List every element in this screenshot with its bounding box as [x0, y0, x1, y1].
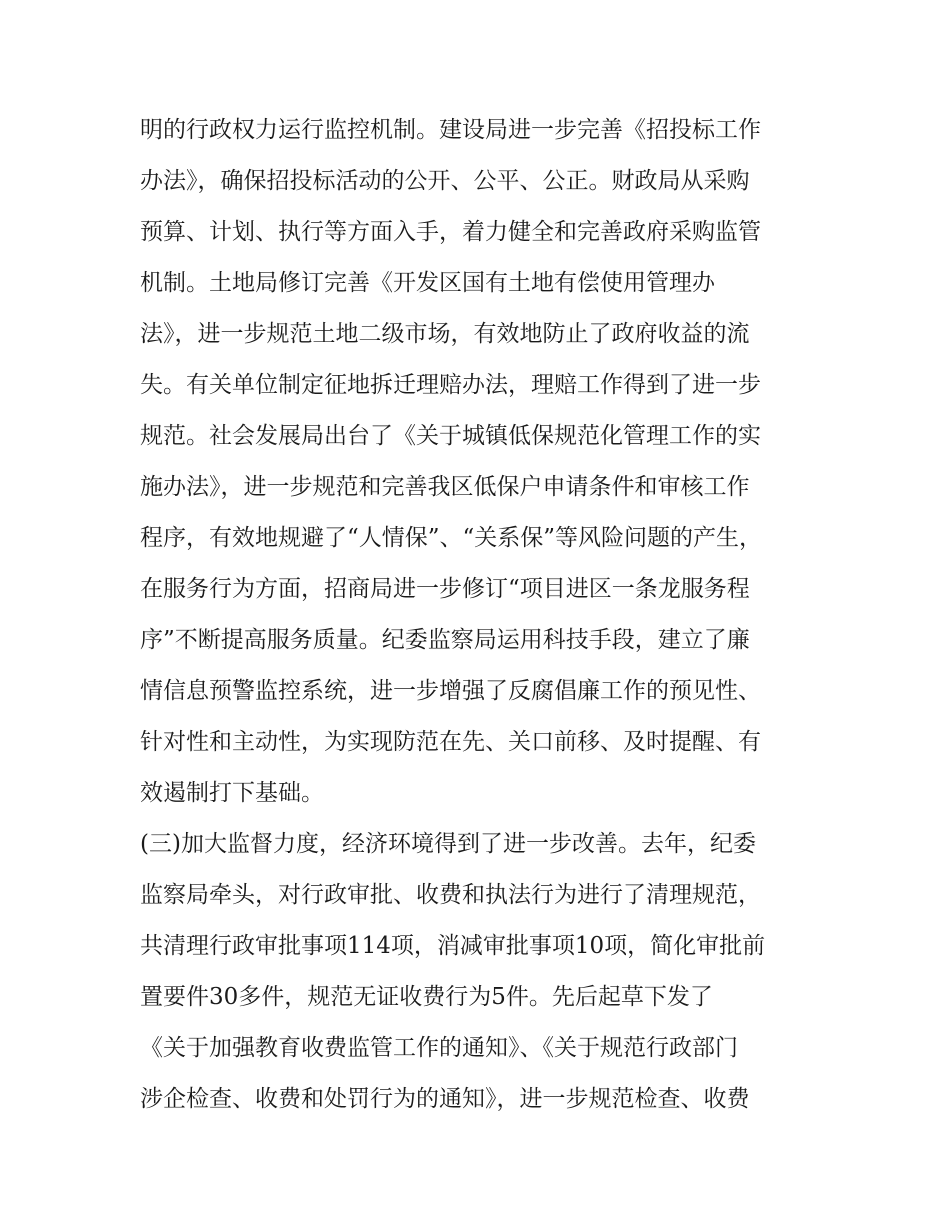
text-line: 《关于加强教育收费监管工作的通知》、《关于规范行政部门	[140, 1035, 738, 1061]
text-line: 失。有关单位制定征地拆迁理赔办法，理赔工作得到了进一步	[140, 372, 761, 398]
section-heading-line: (三)加大监督力度，经济环境得到了进一步改善。去年，纪委	[140, 831, 756, 857]
text-line: 办法》，确保招投标活动的公开、公平、公正。财政局从采购	[140, 168, 750, 194]
text-line: 涉企检查、收费和处罚行为的通知》，进一步规范检查、收费	[140, 1086, 750, 1112]
text-line: 情信息预警监控系统，进一步增强了反腐倡廉工作的预见性、	[140, 678, 761, 704]
text-line: 在服务行为方面，招商局进一步修订“项目进区一条龙服务程	[140, 576, 750, 602]
text-line: 效遏制打下基础。	[140, 780, 324, 806]
text-line: 序”不断提高服务质量。纪委监察局运用科技手段，建立了廉	[140, 627, 750, 653]
text-line: 程序，有效地规避了“人情保”、“关系保”等风险问题的产生，	[140, 525, 763, 551]
text-line: 针对性和主动性，为实现防范在先、关口前移、及时提醒、有	[140, 729, 761, 755]
text-line: 施办法》，进一步规范和完善我区低保户申请条件和审核工作	[140, 474, 750, 500]
text-line: 预算、计划、执行等方面入手，着力健全和完善政府采购监管	[140, 219, 761, 245]
text-line: 规范。社会发展局出台了《关于城镇低保规范化管理工作的实	[140, 423, 761, 449]
text-line: 明的行政权力运行监控机制。建设局进一步完善《招投标工作	[140, 117, 761, 143]
body-text	[140, 105, 820, 1125]
text-line: 机制。土地局修订完善《开发区国有土地有偿使用管理办	[140, 270, 715, 296]
text-line: 置要件30多件，规范无证收费行为5件。先后起草下发了	[140, 984, 713, 1010]
text-line: 监察局牵头，对行政审批、收费和执法行为进行了清理规范，	[140, 882, 761, 908]
text-line: 法》，进一步规范土地二级市场，有效地防止了政府收益的流	[140, 321, 750, 347]
text-line: 共清理行政审批事项114项，消减审批事项10项，简化审批前	[140, 933, 766, 959]
